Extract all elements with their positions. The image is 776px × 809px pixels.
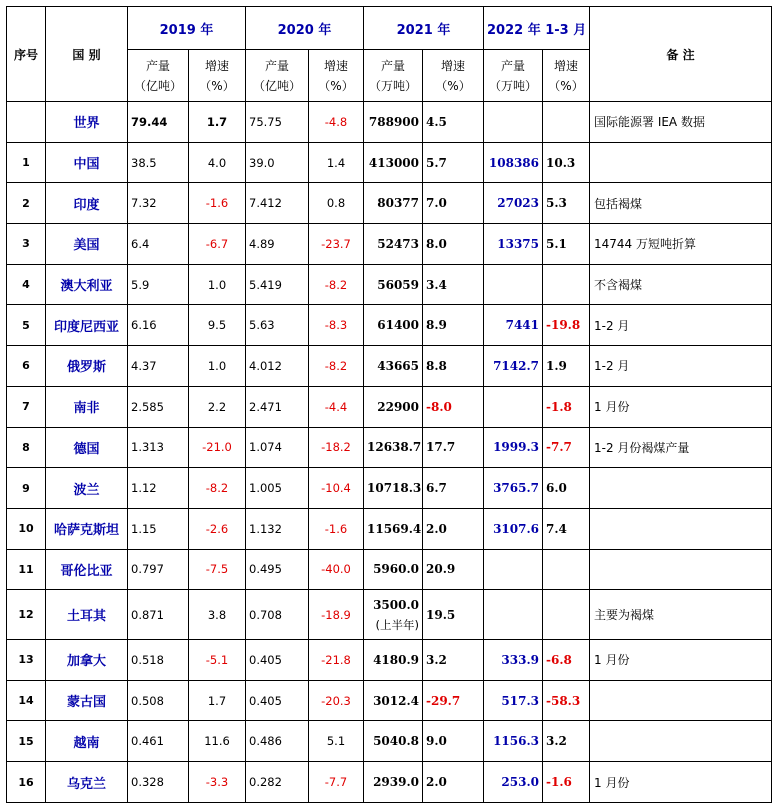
growth-2019-header: 增速 （%）: [189, 50, 246, 102]
output-2020: 0.708: [246, 590, 309, 640]
output-2020: 0.495: [246, 549, 309, 590]
country-name: 美国: [46, 224, 128, 265]
table-row: [7, 549, 772, 590]
output-2022: [484, 549, 543, 590]
output-2019: 5.9: [128, 264, 189, 305]
output-2019: 0.461: [128, 721, 189, 762]
growth-2021: -29.7: [423, 680, 484, 721]
output-2020: 1.132: [246, 508, 309, 549]
growth-2020: -21.8: [309, 640, 364, 681]
growth-2022-header: 增速 （%）: [543, 50, 590, 102]
table-row: [7, 640, 772, 681]
growth-2020: -7.7: [309, 762, 364, 803]
growth-2019: -2.6: [189, 508, 246, 549]
table-row: [7, 183, 772, 224]
growth-2022: -58.3: [543, 680, 590, 721]
country-name: 印度尼西亚: [46, 305, 128, 346]
growth-2021: -8.0: [423, 386, 484, 427]
output-2022: 7441: [484, 305, 543, 346]
output-2021: 5960.0: [364, 549, 423, 590]
growth-2019: 1.7: [189, 680, 246, 721]
growth-2021: 8.0: [423, 224, 484, 265]
output-2019: 1.12: [128, 468, 189, 509]
note-text: 不含褐煤: [590, 264, 772, 305]
output-2020: 39.0: [246, 142, 309, 183]
growth-2022: -1.6: [543, 762, 590, 803]
country-name: 德国: [46, 427, 128, 468]
row-index: 11: [7, 549, 46, 590]
output-2020: 4.012: [246, 346, 309, 387]
output-2022: 108386: [484, 142, 543, 183]
country-name: 土耳其: [46, 590, 128, 640]
output-2019: 0.328: [128, 762, 189, 803]
output-2020: 7.412: [246, 183, 309, 224]
table-row: [7, 346, 772, 387]
output-2022: 7142.7: [484, 346, 543, 387]
note-text: 包括褐煤: [590, 183, 772, 224]
table-row: [7, 264, 772, 305]
note-text: [590, 508, 772, 549]
output-2021: 43665: [364, 346, 423, 387]
output-2021: 61400: [364, 305, 423, 346]
output-2020: 5.63: [246, 305, 309, 346]
output-2021: 3012.4: [364, 680, 423, 721]
growth-2019: -1.6: [189, 183, 246, 224]
note-text: [590, 142, 772, 183]
output-2020: 0.405: [246, 680, 309, 721]
growth-2022: 3.2: [543, 721, 590, 762]
output-2021: 5040.8: [364, 721, 423, 762]
row-index: 6: [7, 346, 46, 387]
row-index: 13: [7, 640, 46, 681]
output-2020: 1.005: [246, 468, 309, 509]
growth-2020: 0.8: [309, 183, 364, 224]
growth-2021: 7.0: [423, 183, 484, 224]
growth-2022: -6.8: [543, 640, 590, 681]
growth-2019: -6.7: [189, 224, 246, 265]
table-row: [7, 386, 772, 427]
country-name: 中国: [46, 142, 128, 183]
table-row: [7, 427, 772, 468]
growth-2020: -10.4: [309, 468, 364, 509]
output-2021: 22900: [364, 386, 423, 427]
country-name: 哥伦比亚: [46, 549, 128, 590]
growth-2022: [543, 264, 590, 305]
row-index: [7, 102, 46, 143]
output-2022: 1156.3: [484, 721, 543, 762]
growth-2020: -8.2: [309, 264, 364, 305]
year-2020-header: 2020 年: [246, 7, 364, 50]
growth-2020: -8.3: [309, 305, 364, 346]
row-index: 15: [7, 721, 46, 762]
growth-2020: -1.6: [309, 508, 364, 549]
output-2022: 253.0: [484, 762, 543, 803]
output-2019: 7.32: [128, 183, 189, 224]
table-body: [7, 102, 772, 803]
growth-2021: 2.0: [423, 762, 484, 803]
growth-2019: 2.2: [189, 386, 246, 427]
country-name: 印度: [46, 183, 128, 224]
note-text: 主要为褐煤: [590, 590, 772, 640]
output-2022: 13375: [484, 224, 543, 265]
output-2021-value: 3500.0: [373, 597, 419, 612]
row-index: 10: [7, 508, 46, 549]
output-2021: 4180.9: [364, 640, 423, 681]
growth-2021-header: 增速 （%）: [423, 50, 484, 102]
output-2022: 517.3: [484, 680, 543, 721]
growth-2021: 9.0: [423, 721, 484, 762]
row-index: 7: [7, 386, 46, 427]
country-name: 南非: [46, 386, 128, 427]
output-2021: 12638.7: [364, 427, 423, 468]
growth-2020: -8.2: [309, 346, 364, 387]
growth-2022: [543, 590, 590, 640]
growth-2019: 1.7: [189, 102, 246, 143]
output-2022: [484, 590, 543, 640]
row-index: 16: [7, 762, 46, 803]
growth-2022: -19.8: [543, 305, 590, 346]
row-index: 5: [7, 305, 46, 346]
output-2020: 1.074: [246, 427, 309, 468]
output-2020: 5.419: [246, 264, 309, 305]
growth-2022: 5.1: [543, 224, 590, 265]
growth-2021: 20.9: [423, 549, 484, 590]
output-2019: 6.16: [128, 305, 189, 346]
output-2020-header: 产量 （亿吨）: [246, 50, 309, 102]
growth-2022: 10.3: [543, 142, 590, 183]
note-text: [590, 468, 772, 509]
output-2022: 333.9: [484, 640, 543, 681]
growth-2020: 5.1: [309, 721, 364, 762]
output-2021-period: (上半年): [375, 617, 419, 632]
country-name: 世界: [46, 102, 128, 143]
country-header: 国 别: [46, 7, 128, 102]
row-index: 9: [7, 468, 46, 509]
growth-2021: 2.0: [423, 508, 484, 549]
table-row: [7, 508, 772, 549]
note-text: 14744 万短吨折算: [590, 224, 772, 265]
note-text: [590, 549, 772, 590]
row-index: 1: [7, 142, 46, 183]
coal-production-table: [6, 6, 772, 803]
output-2022: [484, 386, 543, 427]
growth-2022: 1.9: [543, 346, 590, 387]
growth-2019: -5.1: [189, 640, 246, 681]
note-text: [590, 721, 772, 762]
growth-2019: 1.0: [189, 346, 246, 387]
output-2019: 0.508: [128, 680, 189, 721]
growth-2021: 5.7: [423, 142, 484, 183]
country-name: 加拿大: [46, 640, 128, 681]
output-2019: 0.518: [128, 640, 189, 681]
country-name: 俄罗斯: [46, 346, 128, 387]
growth-2021: 19.5: [423, 590, 484, 640]
table-row: [7, 102, 772, 143]
output-2022: 3107.6: [484, 508, 543, 549]
output-2022: 3765.7: [484, 468, 543, 509]
growth-2021: 3.4: [423, 264, 484, 305]
table-row: [7, 468, 772, 509]
growth-2022: [543, 102, 590, 143]
growth-2019: 4.0: [189, 142, 246, 183]
growth-2019: -8.2: [189, 468, 246, 509]
table-row: [7, 762, 772, 803]
output-2020: 4.89: [246, 224, 309, 265]
growth-2020: -18.2: [309, 427, 364, 468]
output-2021: 413000: [364, 142, 423, 183]
output-2019: 79.44: [128, 102, 189, 143]
growth-2022: -1.8: [543, 386, 590, 427]
output-2019: 6.4: [128, 224, 189, 265]
output-2021: [364, 590, 423, 640]
country-name: 哈萨克斯坦: [46, 508, 128, 549]
year-2019-header: 2019 年: [128, 7, 246, 50]
note-header: 备 注: [590, 7, 772, 102]
output-2019: 2.585: [128, 386, 189, 427]
note-text: 1-2 月份褐煤产量: [590, 427, 772, 468]
table-row: [7, 305, 772, 346]
growth-2021: 17.7: [423, 427, 484, 468]
output-2019: 0.797: [128, 549, 189, 590]
growth-2019: -21.0: [189, 427, 246, 468]
growth-2022: 7.4: [543, 508, 590, 549]
output-2021: 10718.3: [364, 468, 423, 509]
output-2019: 1.15: [128, 508, 189, 549]
output-2020: 0.486: [246, 721, 309, 762]
output-2022: 1999.3: [484, 427, 543, 468]
growth-2022: 6.0: [543, 468, 590, 509]
table-row: [7, 590, 772, 640]
growth-2020: -4.8: [309, 102, 364, 143]
growth-2022: -7.7: [543, 427, 590, 468]
note-text: 国际能源署 IEA 数据: [590, 102, 772, 143]
output-2022: [484, 102, 543, 143]
growth-2021: 8.8: [423, 346, 484, 387]
output-2021: 2939.0: [364, 762, 423, 803]
index-header: 序号: [7, 7, 46, 102]
growth-2021: 3.2: [423, 640, 484, 681]
row-index: 4: [7, 264, 46, 305]
growth-2019: 1.0: [189, 264, 246, 305]
growth-2019: 3.8: [189, 590, 246, 640]
output-2019: 1.313: [128, 427, 189, 468]
table-row: [7, 680, 772, 721]
output-2019: 0.871: [128, 590, 189, 640]
output-2021: 11569.4: [364, 508, 423, 549]
output-2020: 2.471: [246, 386, 309, 427]
row-index: 12: [7, 590, 46, 640]
table-row: [7, 224, 772, 265]
growth-2022: [543, 549, 590, 590]
country-name: 蒙古国: [46, 680, 128, 721]
growth-2020: -40.0: [309, 549, 364, 590]
note-text: 1 月份: [590, 386, 772, 427]
growth-2021: 4.5: [423, 102, 484, 143]
output-2019: 4.37: [128, 346, 189, 387]
row-index: 2: [7, 183, 46, 224]
growth-2020: -4.4: [309, 386, 364, 427]
output-2020: 0.405: [246, 640, 309, 681]
country-name: 澳大利亚: [46, 264, 128, 305]
note-text: 1 月份: [590, 762, 772, 803]
table-row: [7, 721, 772, 762]
growth-2020: 1.4: [309, 142, 364, 183]
country-name: 乌克兰: [46, 762, 128, 803]
note-text: 1-2 月: [590, 305, 772, 346]
growth-2022: 5.3: [543, 183, 590, 224]
growth-2020-header: 增速 （%）: [309, 50, 364, 102]
growth-2019: 9.5: [189, 305, 246, 346]
output-2021-header: 产量 （万吨）: [364, 50, 423, 102]
output-2019: 38.5: [128, 142, 189, 183]
row-index: 8: [7, 427, 46, 468]
country-name: 越南: [46, 721, 128, 762]
note-text: [590, 680, 772, 721]
growth-2019: 11.6: [189, 721, 246, 762]
output-2020: 0.282: [246, 762, 309, 803]
output-2022: [484, 264, 543, 305]
output-2019-header: 产量 （亿吨）: [128, 50, 189, 102]
growth-2019: -7.5: [189, 549, 246, 590]
note-text: 1 月份: [590, 640, 772, 681]
growth-2020: -18.9: [309, 590, 364, 640]
growth-2020: -23.7: [309, 224, 364, 265]
row-index: 14: [7, 680, 46, 721]
growth-2019: -3.3: [189, 762, 246, 803]
country-name: 波兰: [46, 468, 128, 509]
table-row: [7, 142, 772, 183]
output-2021: 52473: [364, 224, 423, 265]
note-text: 1-2 月: [590, 346, 772, 387]
output-2021: 788900: [364, 102, 423, 143]
row-index: 3: [7, 224, 46, 265]
year-2022-header: 2022 年 1-3 月: [484, 7, 590, 50]
growth-2021: 8.9: [423, 305, 484, 346]
output-2022: 27023: [484, 183, 543, 224]
header-row-years: [7, 7, 772, 50]
output-2021: 56059: [364, 264, 423, 305]
growth-2021: 6.7: [423, 468, 484, 509]
growth-2020: -20.3: [309, 680, 364, 721]
output-2020: 75.75: [246, 102, 309, 143]
output-2021: 80377: [364, 183, 423, 224]
year-2021-header: 2021 年: [364, 7, 484, 50]
output-2022-header: 产量 （万吨）: [484, 50, 543, 102]
